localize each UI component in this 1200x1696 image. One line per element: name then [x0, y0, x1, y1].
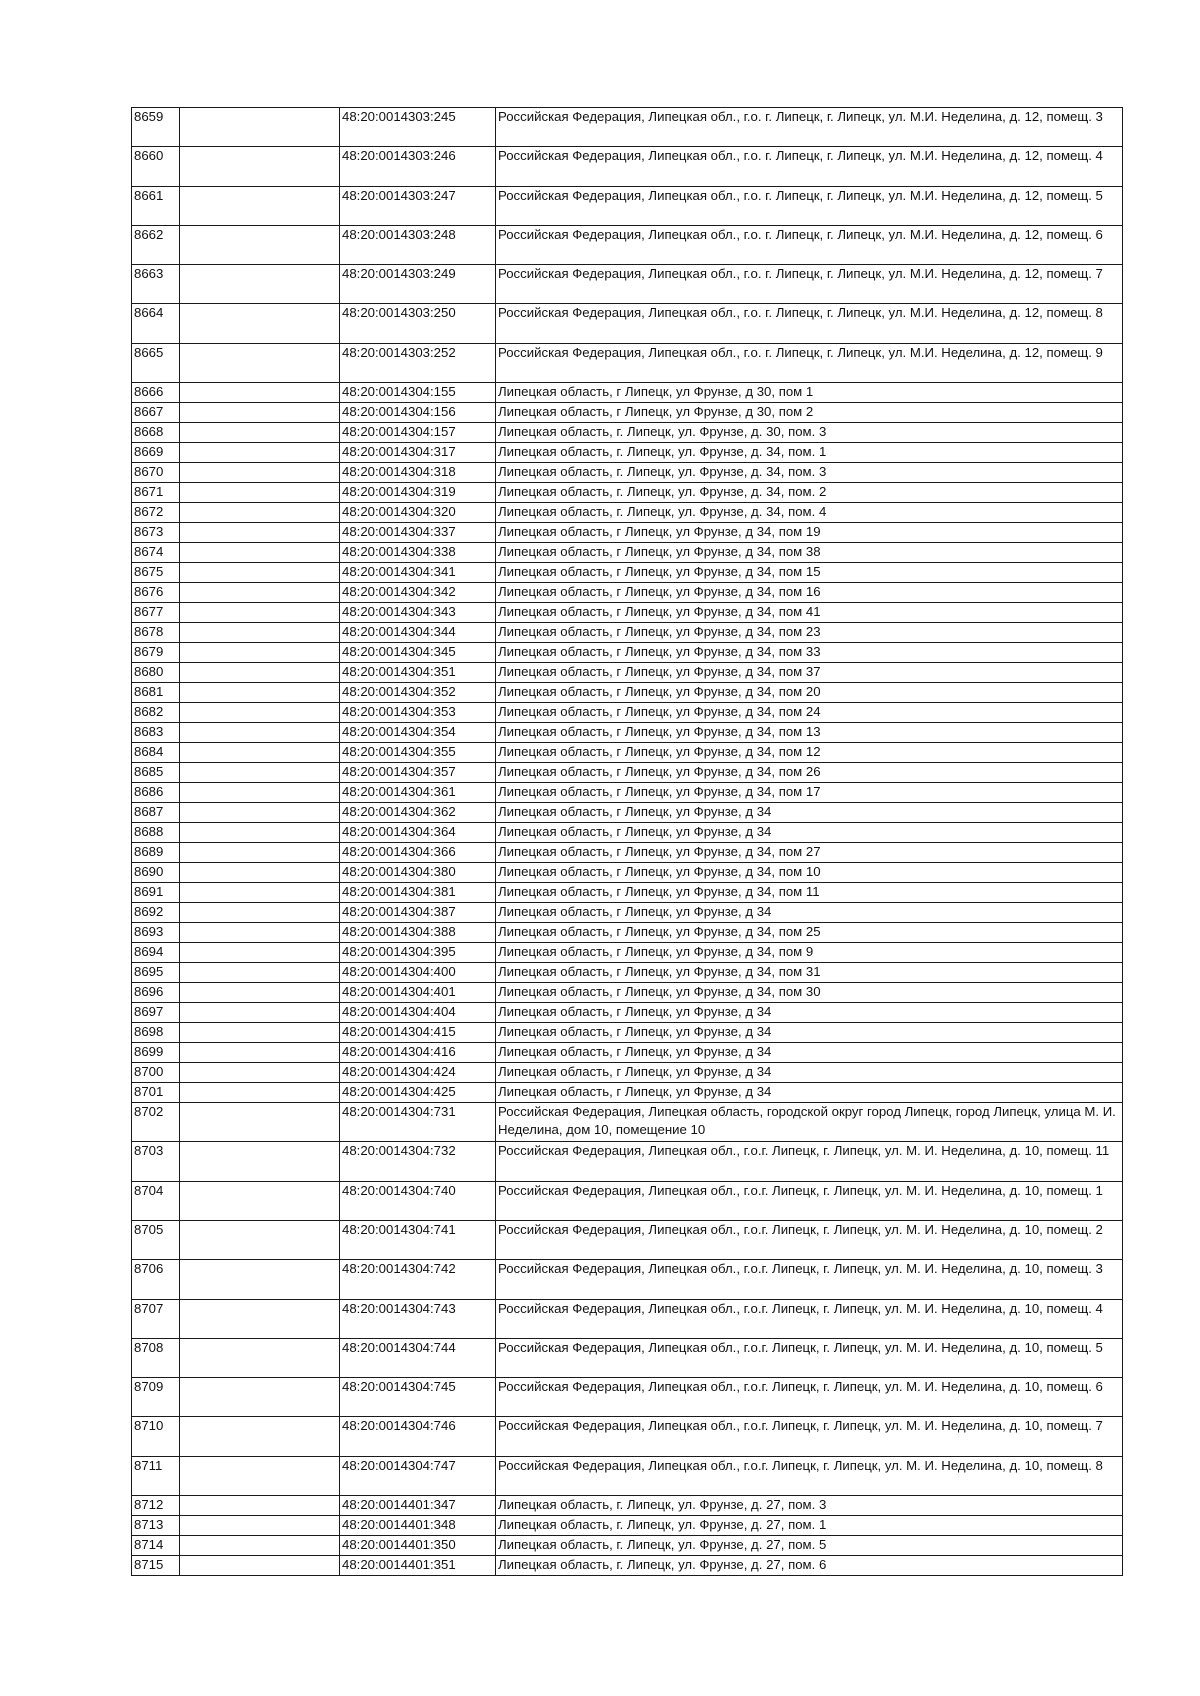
cadastral-number-cell: 48:20:0014304:731: [340, 1103, 496, 1142]
table-row: [132, 1220, 1123, 1259]
address-cell: Липецкая область, г Липецк, ул Фрунзе, д 34, пом 41: [496, 603, 1123, 623]
table-row: [132, 304, 1123, 343]
row-number-cell: 8705: [132, 1220, 180, 1259]
table-row: [132, 623, 1123, 643]
row-number-cell: 8694: [132, 943, 180, 963]
cadastral-number-cell: 48:20:0014304:351: [340, 663, 496, 683]
empty-cell: [180, 1023, 340, 1043]
empty-cell: [180, 743, 340, 763]
table-row: [132, 1260, 1123, 1299]
cadastral-number-cell: 48:20:0014303:246: [340, 147, 496, 186]
row-number-cell: 8702: [132, 1103, 180, 1142]
row-number-cell: 8687: [132, 803, 180, 823]
cadastral-number-cell: 48:20:0014304:355: [340, 743, 496, 763]
cadastral-number-cell: 48:20:0014304:395: [340, 943, 496, 963]
cadastral-number-cell: 48:20:0014303:249: [340, 265, 496, 304]
table-row: [132, 903, 1123, 923]
cadastral-number-cell: 48:20:0014304:157: [340, 423, 496, 443]
cadastral-number-cell: 48:20:0014304:400: [340, 963, 496, 983]
address-cell: Российская Федерация, Липецкая обл., г.о. г. Липецк, г. Липецк, ул. М.И. Неделина, д. 12, помещ. 4: [496, 147, 1123, 186]
cadastral-number-cell: 48:20:0014304:745: [340, 1378, 496, 1417]
address-cell: Липецкая область, г Липецк, ул Фрунзе, д 34: [496, 823, 1123, 843]
table-row: [132, 1299, 1123, 1338]
empty-cell: [180, 523, 340, 543]
row-number-cell: 8698: [132, 1023, 180, 1043]
table-row: [132, 443, 1123, 463]
empty-cell: [180, 623, 340, 643]
table-row: [132, 843, 1123, 863]
table-row: [132, 108, 1123, 147]
row-number-cell: 8665: [132, 343, 180, 382]
table-row: [132, 523, 1123, 543]
cadastral-number-cell: 48:20:0014304:345: [340, 643, 496, 663]
table-row: [132, 1043, 1123, 1063]
cadastral-number-cell: 48:20:0014401:348: [340, 1516, 496, 1536]
address-cell: Липецкая область, г Липецк, ул Фрунзе, д 34, пом 23: [496, 623, 1123, 643]
address-cell: Липецкая область, г. Липецк, ул. Фрунзе, д. 34, пом. 3: [496, 463, 1123, 483]
row-number-cell: 8708: [132, 1338, 180, 1377]
empty-cell: [180, 1103, 340, 1142]
cadastral-number-cell: 48:20:0014304:155: [340, 383, 496, 403]
address-cell: Российская Федерация, Липецкая обл., г.о.г. Липецк, г. Липецк, ул. М. И. Неделина, д. 10, помещ. 11: [496, 1142, 1123, 1181]
address-cell: Липецкая область, г Липецк, ул Фрунзе, д 34, пом 10: [496, 863, 1123, 883]
row-number-cell: 8673: [132, 523, 180, 543]
empty-cell: [180, 643, 340, 663]
cadastral-number-cell: 48:20:0014304:344: [340, 623, 496, 643]
row-number-cell: 8668: [132, 423, 180, 443]
address-cell: Липецкая область, г Липецк, ул Фрунзе, д 34, пом 15: [496, 563, 1123, 583]
empty-cell: [180, 186, 340, 225]
table-row: [132, 1083, 1123, 1103]
address-cell: Липецкая область, г Липецк, ул Фрунзе, д 34, пом 31: [496, 963, 1123, 983]
empty-cell: [180, 703, 340, 723]
cadastral-number-cell: 48:20:0014304:416: [340, 1043, 496, 1063]
address-cell: Российская Федерация, Липецкая обл., г.о. г. Липецк, г. Липецк, ул. М.И. Неделина, д. 12, помещ. 9: [496, 343, 1123, 382]
table-row: [132, 403, 1123, 423]
empty-cell: [180, 483, 340, 503]
cadastral-number-cell: 48:20:0014303:248: [340, 225, 496, 264]
cadastral-number-cell: 48:20:0014304:337: [340, 523, 496, 543]
table-row: [132, 563, 1123, 583]
empty-cell: [180, 783, 340, 803]
empty-cell: [180, 803, 340, 823]
address-cell: Липецкая область, г Липецк, ул Фрунзе, д 30, пом 2: [496, 403, 1123, 423]
empty-cell: [180, 463, 340, 483]
table-row: [132, 186, 1123, 225]
empty-cell: [180, 1142, 340, 1181]
row-number-cell: 8697: [132, 1003, 180, 1023]
empty-cell: [180, 343, 340, 382]
row-number-cell: 8680: [132, 663, 180, 683]
row-number-cell: 8672: [132, 503, 180, 523]
address-cell: Российская Федерация, Липецкая обл., г.о.г. Липецк, г. Липецк, ул. М. И. Неделина, д. 10, помещ. 6: [496, 1378, 1123, 1417]
cadastral-number-cell: 48:20:0014401:351: [340, 1556, 496, 1576]
empty-cell: [180, 147, 340, 186]
address-cell: Российская Федерация, Липецкая обл., г.о. г. Липецк, г. Липецк, ул. М.И. Неделина, д. 12, помещ. 7: [496, 265, 1123, 304]
empty-cell: [180, 1063, 340, 1083]
address-cell: Липецкая область, г Липецк, ул Фрунзе, д 34: [496, 1023, 1123, 1043]
row-number-cell: 8675: [132, 563, 180, 583]
empty-cell: [180, 563, 340, 583]
cadastral-number-cell: 48:20:0014304:732: [340, 1142, 496, 1181]
row-number-cell: 8707: [132, 1299, 180, 1338]
empty-cell: [180, 683, 340, 703]
table-row: [132, 723, 1123, 743]
address-cell: Липецкая область, г Липецк, ул Фрунзе, д 34, пом 19: [496, 523, 1123, 543]
row-number-cell: 8688: [132, 823, 180, 843]
row-number-cell: 8679: [132, 643, 180, 663]
table-row: [132, 1023, 1123, 1043]
empty-cell: [180, 1456, 340, 1495]
row-number-cell: 8686: [132, 783, 180, 803]
row-number-cell: 8671: [132, 483, 180, 503]
empty-cell: [180, 663, 340, 683]
empty-cell: [180, 1556, 340, 1576]
cadastral-number-cell: 48:20:0014304:357: [340, 763, 496, 783]
table-row: [132, 783, 1123, 803]
cadastral-number-cell: 48:20:0014304:320: [340, 503, 496, 523]
row-number-cell: 8692: [132, 903, 180, 923]
empty-cell: [180, 503, 340, 523]
empty-cell: [180, 1496, 340, 1516]
cadastral-number-cell: 48:20:0014303:247: [340, 186, 496, 225]
table-row: [132, 1338, 1123, 1377]
address-cell: Липецкая область, г Липецк, ул Фрунзе, д 34, пом 38: [496, 543, 1123, 563]
table-row: [132, 483, 1123, 503]
cadastral-number-cell: 48:20:0014304:353: [340, 703, 496, 723]
table-row: [132, 343, 1123, 382]
address-cell: Липецкая область, г Липецк, ул Фрунзе, д 30, пом 1: [496, 383, 1123, 403]
row-number-cell: 8659: [132, 108, 180, 147]
cadastral-number-cell: 48:20:0014304:366: [340, 843, 496, 863]
table-row: [132, 583, 1123, 603]
empty-cell: [180, 723, 340, 743]
cadastral-number-cell: 48:20:0014304:741: [340, 1220, 496, 1259]
row-number-cell: 8712: [132, 1496, 180, 1516]
row-number-cell: 8677: [132, 603, 180, 623]
empty-cell: [180, 963, 340, 983]
row-number-cell: 8703: [132, 1142, 180, 1181]
address-cell: Липецкая область, г Липецк, ул Фрунзе, д 34: [496, 1043, 1123, 1063]
registry-table: [131, 107, 1123, 1576]
address-cell: Российская Федерация, Липецкая обл., г.о. г. Липецк, г. Липецк, ул. М.И. Неделина, д. 12, помещ. 8: [496, 304, 1123, 343]
table-row: [132, 1516, 1123, 1536]
cadastral-number-cell: 48:20:0014304:362: [340, 803, 496, 823]
address-cell: Липецкая область, г Липецк, ул Фрунзе, д 34, пом 25: [496, 923, 1123, 943]
empty-cell: [180, 304, 340, 343]
table-row: [132, 1181, 1123, 1220]
row-number-cell: 8690: [132, 863, 180, 883]
cadastral-number-cell: 48:20:0014304:740: [340, 1181, 496, 1220]
table-row: [132, 543, 1123, 563]
empty-cell: [180, 863, 340, 883]
cadastral-number-cell: 48:20:0014304:415: [340, 1023, 496, 1043]
table-row: [132, 743, 1123, 763]
table-row: [132, 703, 1123, 723]
cadastral-number-cell: 48:20:0014304:341: [340, 563, 496, 583]
address-cell: Российская Федерация, Липецкая обл., г.о.г. Липецк, г. Липецк, ул. М. И. Неделина, д. 10, помещ. 5: [496, 1338, 1123, 1377]
address-cell: Липецкая область, г. Липецк, ул. Фрунзе, д. 30, пом. 3: [496, 423, 1123, 443]
cadastral-number-cell: 48:20:0014304:156: [340, 403, 496, 423]
cadastral-number-cell: 48:20:0014304:364: [340, 823, 496, 843]
table-row: [132, 603, 1123, 623]
table-row: [132, 1003, 1123, 1023]
empty-cell: [180, 843, 340, 863]
table-row: [132, 803, 1123, 823]
address-cell: Липецкая область, г. Липецк, ул. Фрунзе, д. 27, пом. 5: [496, 1536, 1123, 1556]
empty-cell: [180, 883, 340, 903]
table-row: [132, 463, 1123, 483]
row-number-cell: 8664: [132, 304, 180, 343]
row-number-cell: 8678: [132, 623, 180, 643]
row-number-cell: 8709: [132, 1378, 180, 1417]
row-number-cell: 8695: [132, 963, 180, 983]
empty-cell: [180, 108, 340, 147]
cadastral-number-cell: 48:20:0014304:352: [340, 683, 496, 703]
table-row: [132, 963, 1123, 983]
empty-cell: [180, 443, 340, 463]
row-number-cell: 8706: [132, 1260, 180, 1299]
address-cell: Российская Федерация, Липецкая обл., г.о.г. Липецк, г. Липецк, ул. М. И. Неделина, д. 10, помещ. 3: [496, 1260, 1123, 1299]
row-number-cell: 8715: [132, 1556, 180, 1576]
address-cell: Липецкая область, г. Липецк, ул. Фрунзе, д. 27, пом. 1: [496, 1516, 1123, 1536]
registry-table-body: [132, 108, 1123, 1576]
cadastral-number-cell: 48:20:0014304:424: [340, 1063, 496, 1083]
row-number-cell: 8685: [132, 763, 180, 783]
row-number-cell: 8674: [132, 543, 180, 563]
address-cell: Липецкая область, г. Липецк, ул. Фрунзе, д. 27, пом. 6: [496, 1556, 1123, 1576]
row-number-cell: 8662: [132, 225, 180, 264]
row-number-cell: 8701: [132, 1083, 180, 1103]
address-cell: Липецкая область, г Липецк, ул Фрунзе, д 34, пом 20: [496, 683, 1123, 703]
row-number-cell: 8676: [132, 583, 180, 603]
cadastral-number-cell: 48:20:0014304:342: [340, 583, 496, 603]
table-row: [132, 265, 1123, 304]
empty-cell: [180, 1043, 340, 1063]
address-cell: Липецкая область, г Липецк, ул Фрунзе, д 34: [496, 1083, 1123, 1103]
table-row: [132, 423, 1123, 443]
row-number-cell: 8711: [132, 1456, 180, 1495]
row-number-cell: 8714: [132, 1536, 180, 1556]
empty-cell: [180, 583, 340, 603]
table-row: [132, 923, 1123, 943]
empty-cell: [180, 1083, 340, 1103]
empty-cell: [180, 1516, 340, 1536]
cadastral-number-cell: 48:20:0014304:401: [340, 983, 496, 1003]
empty-cell: [180, 1417, 340, 1456]
cadastral-number-cell: 48:20:0014303:252: [340, 343, 496, 382]
address-cell: Российская Федерация, Липецкая обл., г.о. г. Липецк, г. Липецк, ул. М.И. Неделина, д. 12, помещ. 3: [496, 108, 1123, 147]
table-row: [132, 983, 1123, 1003]
cadastral-number-cell: 48:20:0014401:347: [340, 1496, 496, 1516]
address-cell: Липецкая область, г Липецк, ул Фрунзе, д 34, пом 16: [496, 583, 1123, 603]
cadastral-number-cell: 48:20:0014304:381: [340, 883, 496, 903]
row-number-cell: 8660: [132, 147, 180, 186]
address-cell: Липецкая область, г Липецк, ул Фрунзе, д 34, пом 33: [496, 643, 1123, 663]
cadastral-number-cell: 48:20:0014304:425: [340, 1083, 496, 1103]
table-row: [132, 663, 1123, 683]
address-cell: Российская Федерация, Липецкая обл., г.о.г. Липецк, г. Липецк, ул. М. И. Неделина, д. 10, помещ. 8: [496, 1456, 1123, 1495]
address-cell: Липецкая область, г. Липецк, ул. Фрунзе, д. 34, пом. 2: [496, 483, 1123, 503]
empty-cell: [180, 1003, 340, 1023]
empty-cell: [180, 983, 340, 1003]
row-number-cell: 8681: [132, 683, 180, 703]
table-row: [132, 503, 1123, 523]
empty-cell: [180, 823, 340, 843]
address-cell: Российская Федерация, Липецкая обл., г.о.г. Липецк, г. Липецк, ул. М. И. Неделина, д. 10, помещ. 4: [496, 1299, 1123, 1338]
address-cell: Липецкая область, г Липецк, ул Фрунзе, д 34, пом 37: [496, 663, 1123, 683]
row-number-cell: 8700: [132, 1063, 180, 1083]
table-row: [132, 1496, 1123, 1516]
row-number-cell: 8704: [132, 1181, 180, 1220]
table-row: [132, 1556, 1123, 1576]
cadastral-number-cell: 48:20:0014304:317: [340, 443, 496, 463]
empty-cell: [180, 603, 340, 623]
empty-cell: [180, 903, 340, 923]
address-cell: Российская Федерация, Липецкая обл., г.о.г. Липецк, г. Липецк, ул. М. И. Неделина, д. 10, помещ. 7: [496, 1417, 1123, 1456]
row-number-cell: 8666: [132, 383, 180, 403]
cadastral-number-cell: 48:20:0014304:743: [340, 1299, 496, 1338]
table-row: [132, 1536, 1123, 1556]
empty-cell: [180, 763, 340, 783]
empty-cell: [180, 1338, 340, 1377]
cadastral-number-cell: 48:20:0014304:318: [340, 463, 496, 483]
address-cell: Липецкая область, г. Липецк, ул. Фрунзе, д. 27, пом. 3: [496, 1496, 1123, 1516]
table-row: [132, 1103, 1123, 1142]
cadastral-number-cell: 48:20:0014401:350: [340, 1536, 496, 1556]
empty-cell: [180, 403, 340, 423]
row-number-cell: 8663: [132, 265, 180, 304]
table-row: [132, 683, 1123, 703]
empty-cell: [180, 923, 340, 943]
address-cell: Липецкая область, г. Липецк, ул. Фрунзе, д. 34, пом. 1: [496, 443, 1123, 463]
row-number-cell: 8710: [132, 1417, 180, 1456]
row-number-cell: 8713: [132, 1516, 180, 1536]
row-number-cell: 8682: [132, 703, 180, 723]
address-cell: Липецкая область, г Липецк, ул Фрунзе, д 34, пом 27: [496, 843, 1123, 863]
address-cell: Российская Федерация, Липецкая обл., г.о.г. Липецк, г. Липецк, ул. М. И. Неделина, д. 10, помещ. 1: [496, 1181, 1123, 1220]
table-row: [132, 1142, 1123, 1181]
row-number-cell: 8689: [132, 843, 180, 863]
cadastral-number-cell: 48:20:0014304:404: [340, 1003, 496, 1023]
address-cell: Липецкая область, г Липецк, ул Фрунзе, д 34: [496, 1063, 1123, 1083]
empty-cell: [180, 1299, 340, 1338]
address-cell: Липецкая область, г Липецк, ул Фрунзе, д 34: [496, 903, 1123, 923]
table-row: [132, 225, 1123, 264]
table-row: [132, 1417, 1123, 1456]
empty-cell: [180, 1260, 340, 1299]
table-row: [132, 147, 1123, 186]
empty-cell: [180, 423, 340, 443]
cadastral-number-cell: 48:20:0014304:361: [340, 783, 496, 803]
address-cell: Липецкая область, г Липецк, ул Фрунзе, д 34: [496, 803, 1123, 823]
empty-cell: [180, 1220, 340, 1259]
address-cell: Липецкая область, г Липецк, ул Фрунзе, д 34, пом 30: [496, 983, 1123, 1003]
table-row: [132, 1063, 1123, 1083]
table-row: [132, 863, 1123, 883]
row-number-cell: 8661: [132, 186, 180, 225]
cadastral-number-cell: 48:20:0014304:387: [340, 903, 496, 923]
empty-cell: [180, 383, 340, 403]
address-cell: Липецкая область, г Липецк, ул Фрунзе, д 34, пом 24: [496, 703, 1123, 723]
address-cell: Липецкая область, г Липецк, ул Фрунзе, д 34: [496, 1003, 1123, 1023]
row-number-cell: 8684: [132, 743, 180, 763]
row-number-cell: 8699: [132, 1043, 180, 1063]
cadastral-number-cell: 48:20:0014303:250: [340, 304, 496, 343]
empty-cell: [180, 943, 340, 963]
cadastral-number-cell: 48:20:0014304:380: [340, 863, 496, 883]
address-cell: Российская Федерация, Липецкая область, городской округ город Липецк, город Липецк, улица М. И. Неделина, дом 10, помещение 10: [496, 1103, 1123, 1142]
address-cell: Российская Федерация, Липецкая обл., г.о. г. Липецк, г. Липецк, ул. М.И. Неделина, д. 12, помещ. 6: [496, 225, 1123, 264]
address-cell: Липецкая область, г Липецк, ул Фрунзе, д 34, пом 12: [496, 743, 1123, 763]
cadastral-number-cell: 48:20:0014304:744: [340, 1338, 496, 1377]
row-number-cell: 8670: [132, 463, 180, 483]
row-number-cell: 8693: [132, 923, 180, 943]
address-cell: Липецкая область, г Липецк, ул Фрунзе, д 34, пом 13: [496, 723, 1123, 743]
row-number-cell: 8667: [132, 403, 180, 423]
row-number-cell: 8669: [132, 443, 180, 463]
address-cell: Липецкая область, г. Липецк, ул. Фрунзе, д. 34, пом. 4: [496, 503, 1123, 523]
address-cell: Российская Федерация, Липецкая обл., г.о.г. Липецк, г. Липецк, ул. М. И. Неделина, д. 10, помещ. 2: [496, 1220, 1123, 1259]
address-cell: Российская Федерация, Липецкая обл., г.о. г. Липецк, г. Липецк, ул. М.И. Неделина, д. 12, помещ. 5: [496, 186, 1123, 225]
cadastral-number-cell: 48:20:0014304:746: [340, 1417, 496, 1456]
address-cell: Липецкая область, г Липецк, ул Фрунзе, д 34, пом 9: [496, 943, 1123, 963]
table-row: [132, 1456, 1123, 1495]
row-number-cell: 8691: [132, 883, 180, 903]
table-row: [132, 1378, 1123, 1417]
table-row: [132, 763, 1123, 783]
cadastral-number-cell: 48:20:0014303:245: [340, 108, 496, 147]
empty-cell: [180, 265, 340, 304]
cadastral-number-cell: 48:20:0014304:742: [340, 1260, 496, 1299]
table-row: [132, 943, 1123, 963]
address-cell: Липецкая область, г Липецк, ул Фрунзе, д 34, пом 11: [496, 883, 1123, 903]
empty-cell: [180, 225, 340, 264]
address-cell: Липецкая область, г Липецк, ул Фрунзе, д 34, пом 26: [496, 763, 1123, 783]
table-row: [132, 643, 1123, 663]
empty-cell: [180, 1536, 340, 1556]
empty-cell: [180, 1378, 340, 1417]
cadastral-number-cell: 48:20:0014304:388: [340, 923, 496, 943]
cadastral-number-cell: 48:20:0014304:354: [340, 723, 496, 743]
empty-cell: [180, 543, 340, 563]
address-cell: Липецкая область, г Липецк, ул Фрунзе, д 34, пом 17: [496, 783, 1123, 803]
table-row: [132, 823, 1123, 843]
cadastral-number-cell: 48:20:0014304:319: [340, 483, 496, 503]
empty-cell: [180, 1181, 340, 1220]
cadastral-number-cell: 48:20:0014304:343: [340, 603, 496, 623]
table-row: [132, 883, 1123, 903]
cadastral-number-cell: 48:20:0014304:747: [340, 1456, 496, 1495]
cadastral-number-cell: 48:20:0014304:338: [340, 543, 496, 563]
row-number-cell: 8696: [132, 983, 180, 1003]
table-row: [132, 383, 1123, 403]
row-number-cell: 8683: [132, 723, 180, 743]
